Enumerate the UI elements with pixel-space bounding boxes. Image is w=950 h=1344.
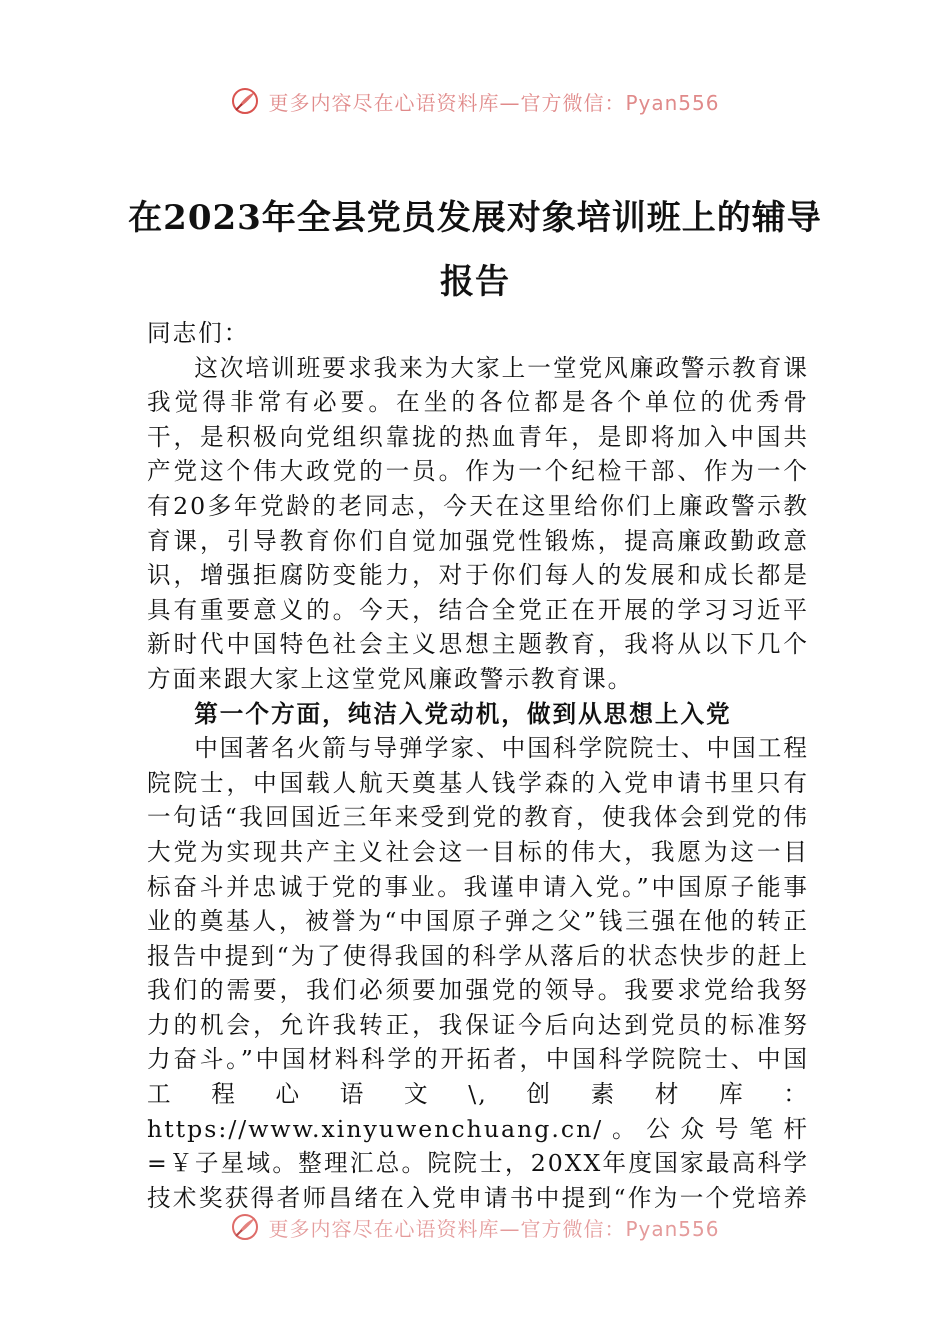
footer-watermark <box>0 1212 950 1242</box>
feather-pen-logo-icon <box>230 86 260 116</box>
section-heading: 第一个方面，纯洁入党动机，做到从思想上入党 <box>194 699 732 728</box>
watermark-text: 更多内容尽在心语资料库—官方微信：Pyan556 <box>268 90 720 115</box>
paragraph: 中国著名火箭与导弹学家、中国科学院院士、中国工程院院士，中国载人航天奠基人钱学森的入党申请书里只有一句话“我回国近三年来受到党的教育，使我体会到党的伟大党为实现共产主义社会这一目标的伟大，我愿为这一目标奋斗并忠诚于党的事业。我谨申请入党。”中国原子能事业的奠基人，被誉为“中国原子弹之父”钱三强在他的转正报告中提到“为了使得我国的科学从落后的状态快步的赶上我们的需要，我们必须要加强党的领导。我要求党给我努力的机会，允许我转正，我保证今后向达到党员的标准努力奋斗。”中国材料科学的开拓者，中国科学院院士、中国工程心语文\,创素材库：https://www.xinyuwenchuang.cn/。公众号笔杆=￥子星域。整理汇总。院院士，20XX年度国家最高科学技术奖获得者师昌绪在入党申请书中提到“作为一个党培养 <box>147 734 809 1212</box>
salutation: 同志们： <box>147 319 250 347</box>
paragraph: 这次培训班要求我来为大家上一堂党风廉政警示教育课我觉得非常有必要。在坐的各位都是各个单位的优秀骨干，是积极向党组织靠拢的热血青年，是即将加入中国共产党这个伟大政党的一员。作为一个纪检干部、作为一个有20多年党龄的老同志，今天在这里给你们上廉政警示教育课，引导教育你们自觉加强党性锻炼，提高廉政勤政意识，增强拒腐防变能力，对于你们每人的发展和成长都是具有重要意义的。今天，结合全党正在开展的学习习近平新时代中国特色社会主义思想主题教育，我将从以下几个方面来跟大家上这堂党风廉政警示教育课。 <box>147 353 809 693</box>
document-title: 在2023年全县党员发展对象培训班上的辅导报告 <box>128 198 822 302</box>
header-watermark <box>0 86 950 116</box>
feather-pen-logo-icon <box>230 1212 260 1242</box>
watermark-text: 更多内容尽在心语资料库—官方微信：Pyan556 <box>268 1216 720 1241</box>
document-body <box>147 316 809 1212</box>
